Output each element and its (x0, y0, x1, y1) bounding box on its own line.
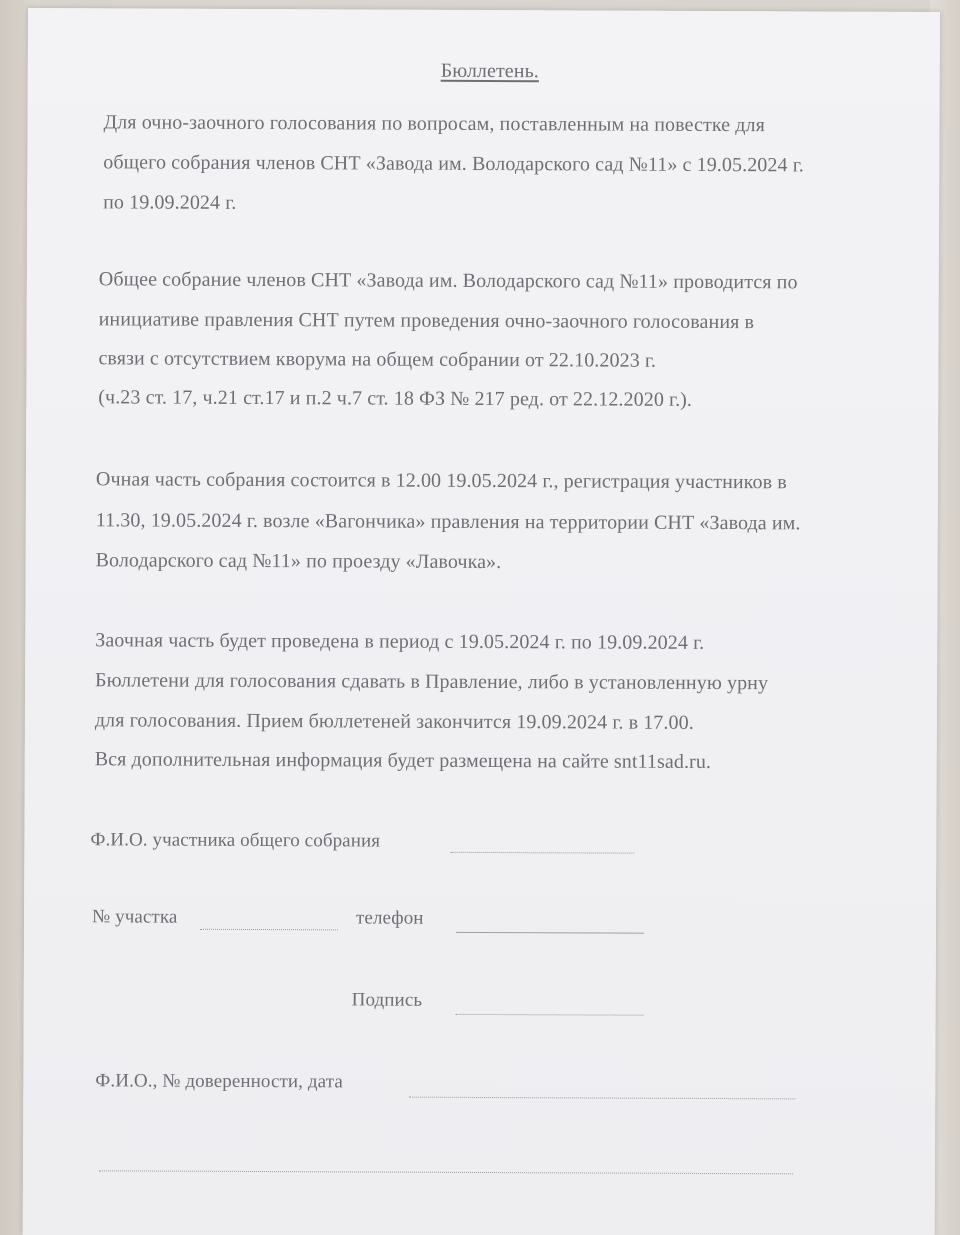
plot-number-label: № участка (91, 906, 178, 928)
paragraph-4-line-1: Заочная часть будет проведена в период с 19.05.2024 г. по 19.09.2024 г. (95, 629, 705, 654)
paragraph-4-line-4: Вся дополнительная информация будет размещена на сайте snt11sad.ru. (94, 748, 712, 773)
paragraph-3-line-3: Володарского сад №11» по проезду «Лавочка». (95, 549, 502, 574)
paragraph-2-line-1: Общее собрание членов СНТ «Завода им. Володарского сад №11» проводится по (98, 268, 798, 294)
paragraph-3-line-1: Очная часть собрания состоится в 12.00 19.05.2024 г., регистрация участников в (95, 468, 787, 494)
paragraph-4-line-2: Бюллетени для голосования сдавать в Правление, либо в установленную урну (95, 669, 769, 695)
proxy-input-line[interactable] (409, 1097, 795, 1100)
paragraph-1-line-1: Для очно-заочного голосования по вопросам, поставленным на повестке для (103, 111, 765, 137)
extra-input-line[interactable] (99, 1170, 793, 1174)
paragraph-2-line-3: связи с отсутствием кворума на общем собрании от 22.10.2023 г. (98, 347, 657, 372)
signature-label: Подпись (351, 989, 423, 1011)
paragraph-1-line-3: по 19.09.2024 г. (103, 191, 237, 214)
signature-input-line[interactable] (456, 1014, 644, 1016)
fio-input-line[interactable] (450, 852, 634, 854)
fio-label: Ф.И.О. участника общего собрания (90, 829, 381, 852)
plot-number-input-line[interactable] (200, 929, 338, 931)
paragraph-2-line-2: инициативе правления СНТ путем проведения очно-заочного голосования в (98, 308, 755, 334)
ballot-sheet (23, 8, 940, 1235)
paragraph-4-line-3: для голосования. Прием бюллетеней закончится 19.09.2024 г. в 17.00. (94, 709, 694, 734)
document-title: Бюллетень. (440, 59, 539, 83)
phone-label: телефон (355, 907, 424, 929)
phone-input-line[interactable] (456, 932, 644, 934)
proxy-label: Ф.И.О., № доверенности, дата (95, 1070, 343, 1093)
paragraph-2-line-4: (ч.23 ст. 17, ч.21 ст.17 и п.2 ч.7 ст. 18 ФЗ № 217 ред. от 22.12.2020 г.). (98, 386, 693, 411)
paragraph-3-line-2: 11.30, 19.05.2024 г. возле «Вагончика» правления на территории СНТ «Завода им. (95, 509, 801, 535)
paragraph-1-line-2: общего собрания членов СНТ «Завода им. Володарского сад №11» с 19.05.2024 г. (103, 151, 804, 177)
